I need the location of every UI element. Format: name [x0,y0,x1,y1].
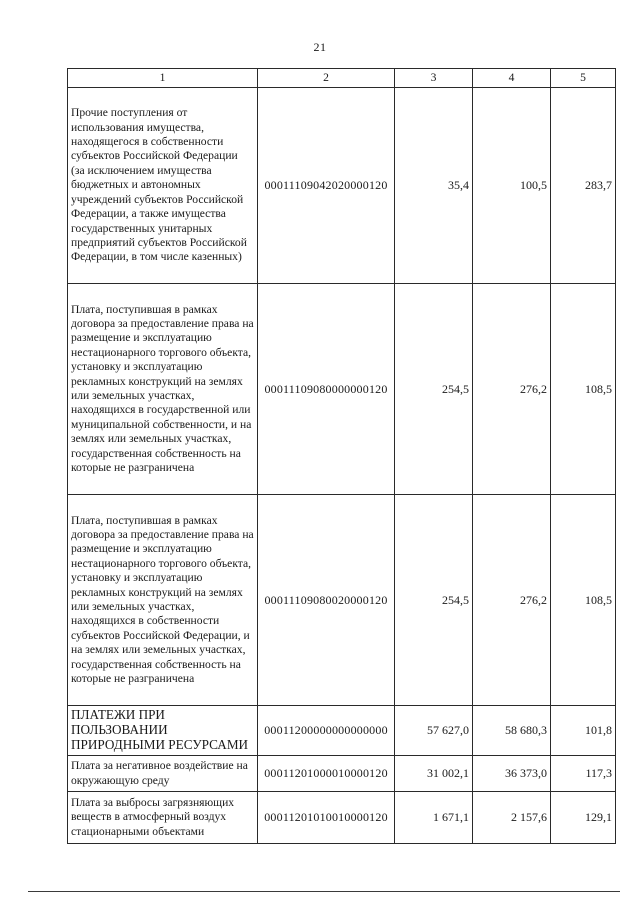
row-value-col5: 129,1 [551,792,616,844]
row-value-col5: 101,8 [551,706,616,756]
page-number: 21 [313,40,327,54]
row-code: 00011200000000000000 [258,706,395,756]
row-name: Плата, поступившая в рамках договора за предоставление права на размещение и эксплуатацию нестационарного торгового объекта, установку и эксплуатацию рекламных конструкций на землях или земельных участках, находящихся в государственной или муниципальной собственности, и на землях или земельных участках, государственная собственность на которые не разграничена [68,284,258,495]
row-value-col3: 35,4 [395,88,473,284]
row-code: 00011109080020000120 [258,495,395,706]
table-row [68,756,616,792]
row-value-col4: 36 373,0 [473,756,551,792]
row-value-col4: 276,2 [473,284,551,495]
header-col-4: 4 [473,69,551,88]
row-name: Плата за негативное воздействие на окружающую среду [68,756,258,792]
row-value-col4: 2 157,6 [473,792,551,844]
header-col-3: 3 [395,69,473,88]
table-row [68,284,616,495]
table-row [68,88,616,284]
row-value-col4: 276,2 [473,495,551,706]
row-name: Прочие поступления от использования имущества, находящегося в собственности субъектов Российской Федерации (за исключением имущества бюджетных и автономных учреждений субъектов Российской Федерации, а также имущества государственных унитарных предприятий субъектов Российской Федерации, в том числе казенных) [68,88,258,284]
row-code: 00011109042020000120 [258,88,395,284]
header-col-1: 1 [68,69,258,88]
table-row [68,706,616,756]
revenue-table [67,68,616,844]
table-row [68,792,616,844]
row-name: Плата за выбросы загрязняющих веществ в атмосферный воздух стационарными объектами [68,792,258,844]
row-value-col3: 31 002,1 [395,756,473,792]
row-value-col4: 58 680,3 [473,706,551,756]
table-row [68,495,616,706]
row-value-col3: 1 671,1 [395,792,473,844]
row-name: Плата, поступившая в рамках договора за предоставление права на размещение и эксплуатацию нестационарного торгового объекта, установку и эксплуатацию рекламных конструкций на землях или земельных участках, находящихся в собственности субъектов Российской Федерации, и на землях или земельных участках, государственная собственность на которые не разграничена [68,495,258,706]
row-code: 00011201010010000120 [258,792,395,844]
row-name: ПЛАТЕЖИ ПРИ ПОЛЬЗОВАНИИ ПРИРОДНЫМИ РЕСУРСАМИ [68,706,258,756]
row-value-col5: 283,7 [551,88,616,284]
row-value-col4: 100,5 [473,88,551,284]
row-code: 00011201000010000120 [258,756,395,792]
header-col-2: 2 [258,69,395,88]
row-value-col3: 254,5 [395,495,473,706]
row-value-col5: 108,5 [551,495,616,706]
row-value-col3: 57 627,0 [395,706,473,756]
row-code: 00011109080000000120 [258,284,395,495]
row-value-col3: 254,5 [395,284,473,495]
row-value-col5: 108,5 [551,284,616,495]
header-col-5: 5 [551,69,616,88]
scan-edge-line [28,891,620,892]
table-header-row [68,69,616,88]
row-value-col5: 117,3 [551,756,616,792]
